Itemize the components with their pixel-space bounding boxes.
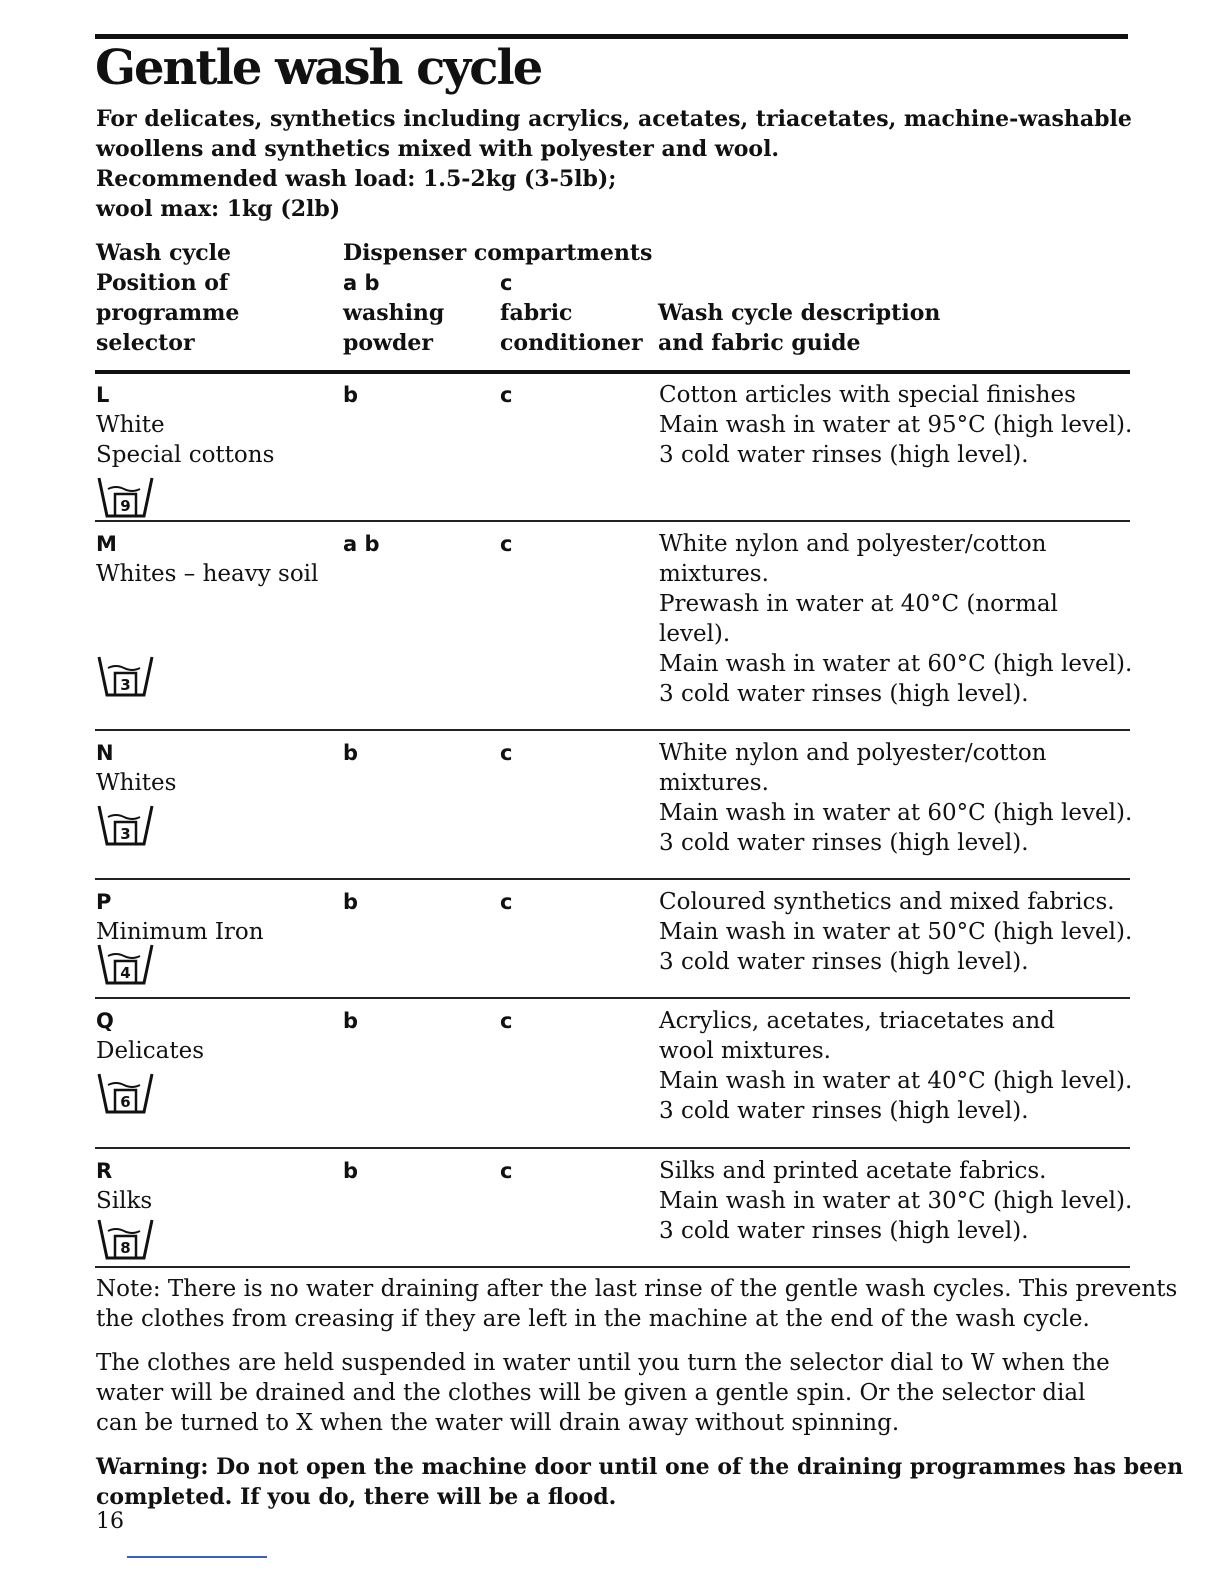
header-compartment-c: c (500, 271, 513, 295)
footer-rule (127, 1556, 267, 1558)
header-compartment-ab: a b (343, 271, 380, 295)
programme-name: Special cottons (96, 442, 275, 468)
dispenser-cell: b (343, 890, 359, 914)
description-cell (659, 1006, 1134, 1126)
wash-temperature-number: 8 (120, 1239, 131, 1257)
description-line: Main wash in water at 40°C (high level). (659, 1068, 1133, 1094)
description-line: level). (659, 621, 731, 647)
conditioner-cell: c (500, 532, 513, 556)
wash-tub-icon (96, 943, 156, 987)
description-line: Coloured synthetics and mixed fabrics. (659, 889, 1115, 915)
warning-line: completed. If you do, there will be a flood. (96, 1484, 617, 1510)
selector-cell (96, 380, 274, 470)
conditioner-cell: c (500, 741, 513, 765)
description-line: Main wash in water at 60°C (high level). (659, 651, 1133, 677)
programme-name: Minimum Iron (96, 919, 264, 945)
header-line: and fabric guide (658, 330, 861, 356)
description-line: Silks and printed acetate fabrics. (659, 1158, 1047, 1184)
header-line: conditioner (500, 330, 643, 356)
description-cell (659, 529, 1134, 709)
programme-name: Silks (96, 1188, 153, 1214)
row-divider (95, 997, 1130, 999)
description-line: mixtures. (659, 770, 769, 796)
description-line: 3 cold water rinses (high level). (659, 681, 1029, 707)
description-line: White nylon and polyester/cotton (659, 740, 1047, 766)
wash-tub-icon (96, 804, 156, 848)
description-line: 3 cold water rinses (high level). (659, 830, 1029, 856)
intro-text (96, 104, 1132, 224)
wash-tub-icon (96, 476, 156, 520)
page-title: Gentle wash cycle (95, 40, 542, 96)
wash-tub-icon (96, 1072, 156, 1116)
intro-line: woollens and synthetics mixed with polyester and wool. (96, 136, 780, 162)
programme-letter: Q (96, 1009, 114, 1033)
description-line: Main wash in water at 30°C (high level). (659, 1188, 1133, 1214)
description-line: Main wash in water at 50°C (high level). (659, 919, 1133, 945)
description-line: 3 cold water rinses (high level). (659, 1218, 1029, 1244)
programme-name: Delicates (96, 1038, 205, 1064)
wash-temperature-number: 3 (120, 676, 131, 694)
row-divider (95, 1147, 1130, 1149)
header-line: programme (96, 300, 240, 326)
programme-name: White (96, 412, 165, 438)
description-line: Prewash in water at 40°C (normal (659, 591, 1058, 617)
selector-cell (96, 529, 318, 589)
wash-tub-icon (96, 655, 156, 699)
description-line: wool mixtures. (659, 1038, 831, 1064)
wash-temperature-number: 6 (120, 1093, 131, 1111)
header-col-selector (96, 238, 239, 358)
description-line: Main wash in water at 60°C (high level). (659, 800, 1133, 826)
programme-letter: P (96, 890, 112, 914)
paragraph-line: can be turned to X when the water will drain away without spinning. (96, 1410, 900, 1436)
dispenser-cell: b (343, 1159, 359, 1183)
description-line: White nylon and polyester/cotton (659, 531, 1047, 557)
row-divider (95, 520, 1130, 522)
description-cell (659, 738, 1134, 858)
intro-line: wool max: 1kg (2lb) (96, 196, 341, 222)
wash-tub-icon (96, 1218, 156, 1262)
description-line: 3 cold water rinses (high level). (659, 1098, 1029, 1124)
header-line: selector (96, 330, 195, 356)
conditioner-cell: c (500, 890, 513, 914)
selector-cell (96, 738, 176, 798)
description-cell (659, 380, 1134, 470)
conditioner-cell: c (500, 1159, 513, 1183)
programme-letter: L (96, 383, 110, 407)
programme-name: Whites (96, 770, 177, 796)
note-line: the clothes from creasing if they are left in the machine at the end of the wash cycle. (96, 1306, 1090, 1332)
selector-cell (96, 887, 264, 947)
programme-letter: R (96, 1159, 113, 1183)
warning-line: Warning: Do not open the machine door until one of the draining programmes has been (96, 1454, 1184, 1480)
description-line: Main wash in water at 95°C (high level). (659, 412, 1133, 438)
wash-temperature-number: 9 (120, 497, 131, 515)
dispenser-cell: b (343, 383, 359, 407)
top-rule (95, 34, 1128, 39)
wash-temperature-number: 3 (120, 825, 131, 843)
intro-line: Recommended wash load: 1.5-2kg (3-5lb); (96, 166, 617, 192)
row-divider (95, 729, 1130, 731)
header-line: Wash cycle (96, 240, 232, 266)
header-line: fabric (500, 300, 573, 326)
wash-temperature-number: 4 (120, 964, 131, 982)
dispenser-cell: a b (343, 532, 380, 556)
description-line: mixtures. (659, 561, 769, 587)
note-text (96, 1274, 1177, 1334)
intro-line: For delicates, synthetics including acrylics, acetates, triacetates, machine-washable (96, 106, 1132, 132)
page-number: 16 (96, 1509, 124, 1534)
programme-letter: N (96, 741, 114, 765)
header-line: Wash cycle description (658, 300, 941, 326)
drain-paragraph (96, 1348, 1110, 1438)
warning-text (96, 1452, 1183, 1512)
header-line: Position of (96, 270, 229, 296)
description-cell (659, 1156, 1134, 1246)
row-divider (95, 878, 1130, 880)
header-col-description (658, 298, 940, 358)
conditioner-cell: c (500, 383, 513, 407)
header-line: powder (343, 330, 433, 356)
paragraph-line: water will be drained and the clothes will be given a gentle spin. Or the selector dial (96, 1380, 1086, 1406)
description-line: Cotton articles with special finishes (659, 382, 1076, 408)
description-line: 3 cold water rinses (high level). (659, 949, 1029, 975)
paragraph-line: The clothes are held suspended in water until you turn the selector dial to W when the (96, 1350, 1110, 1376)
header-rule (95, 370, 1130, 374)
description-line: Acrylics, acetates, triacetates and (659, 1008, 1055, 1034)
dispenser-cell: b (343, 1009, 359, 1033)
programme-letter: M (96, 532, 117, 556)
description-cell (659, 887, 1134, 977)
selector-cell (96, 1006, 204, 1066)
programme-name: Whites – heavy soil (96, 561, 319, 587)
description-line: 3 cold water rinses (high level). (659, 442, 1029, 468)
note-line: Note: There is no water draining after the last rinse of the gentle wash cycles. This prevents (96, 1276, 1178, 1302)
selector-cell (96, 1156, 152, 1216)
header-line: washing (343, 300, 445, 326)
dispenser-cell: b (343, 741, 359, 765)
conditioner-cell: c (500, 1009, 513, 1033)
header-col-fabric-conditioner (500, 268, 643, 358)
row-divider (95, 1266, 1130, 1268)
header-dispenser-title: Dispenser compartments (343, 240, 653, 266)
